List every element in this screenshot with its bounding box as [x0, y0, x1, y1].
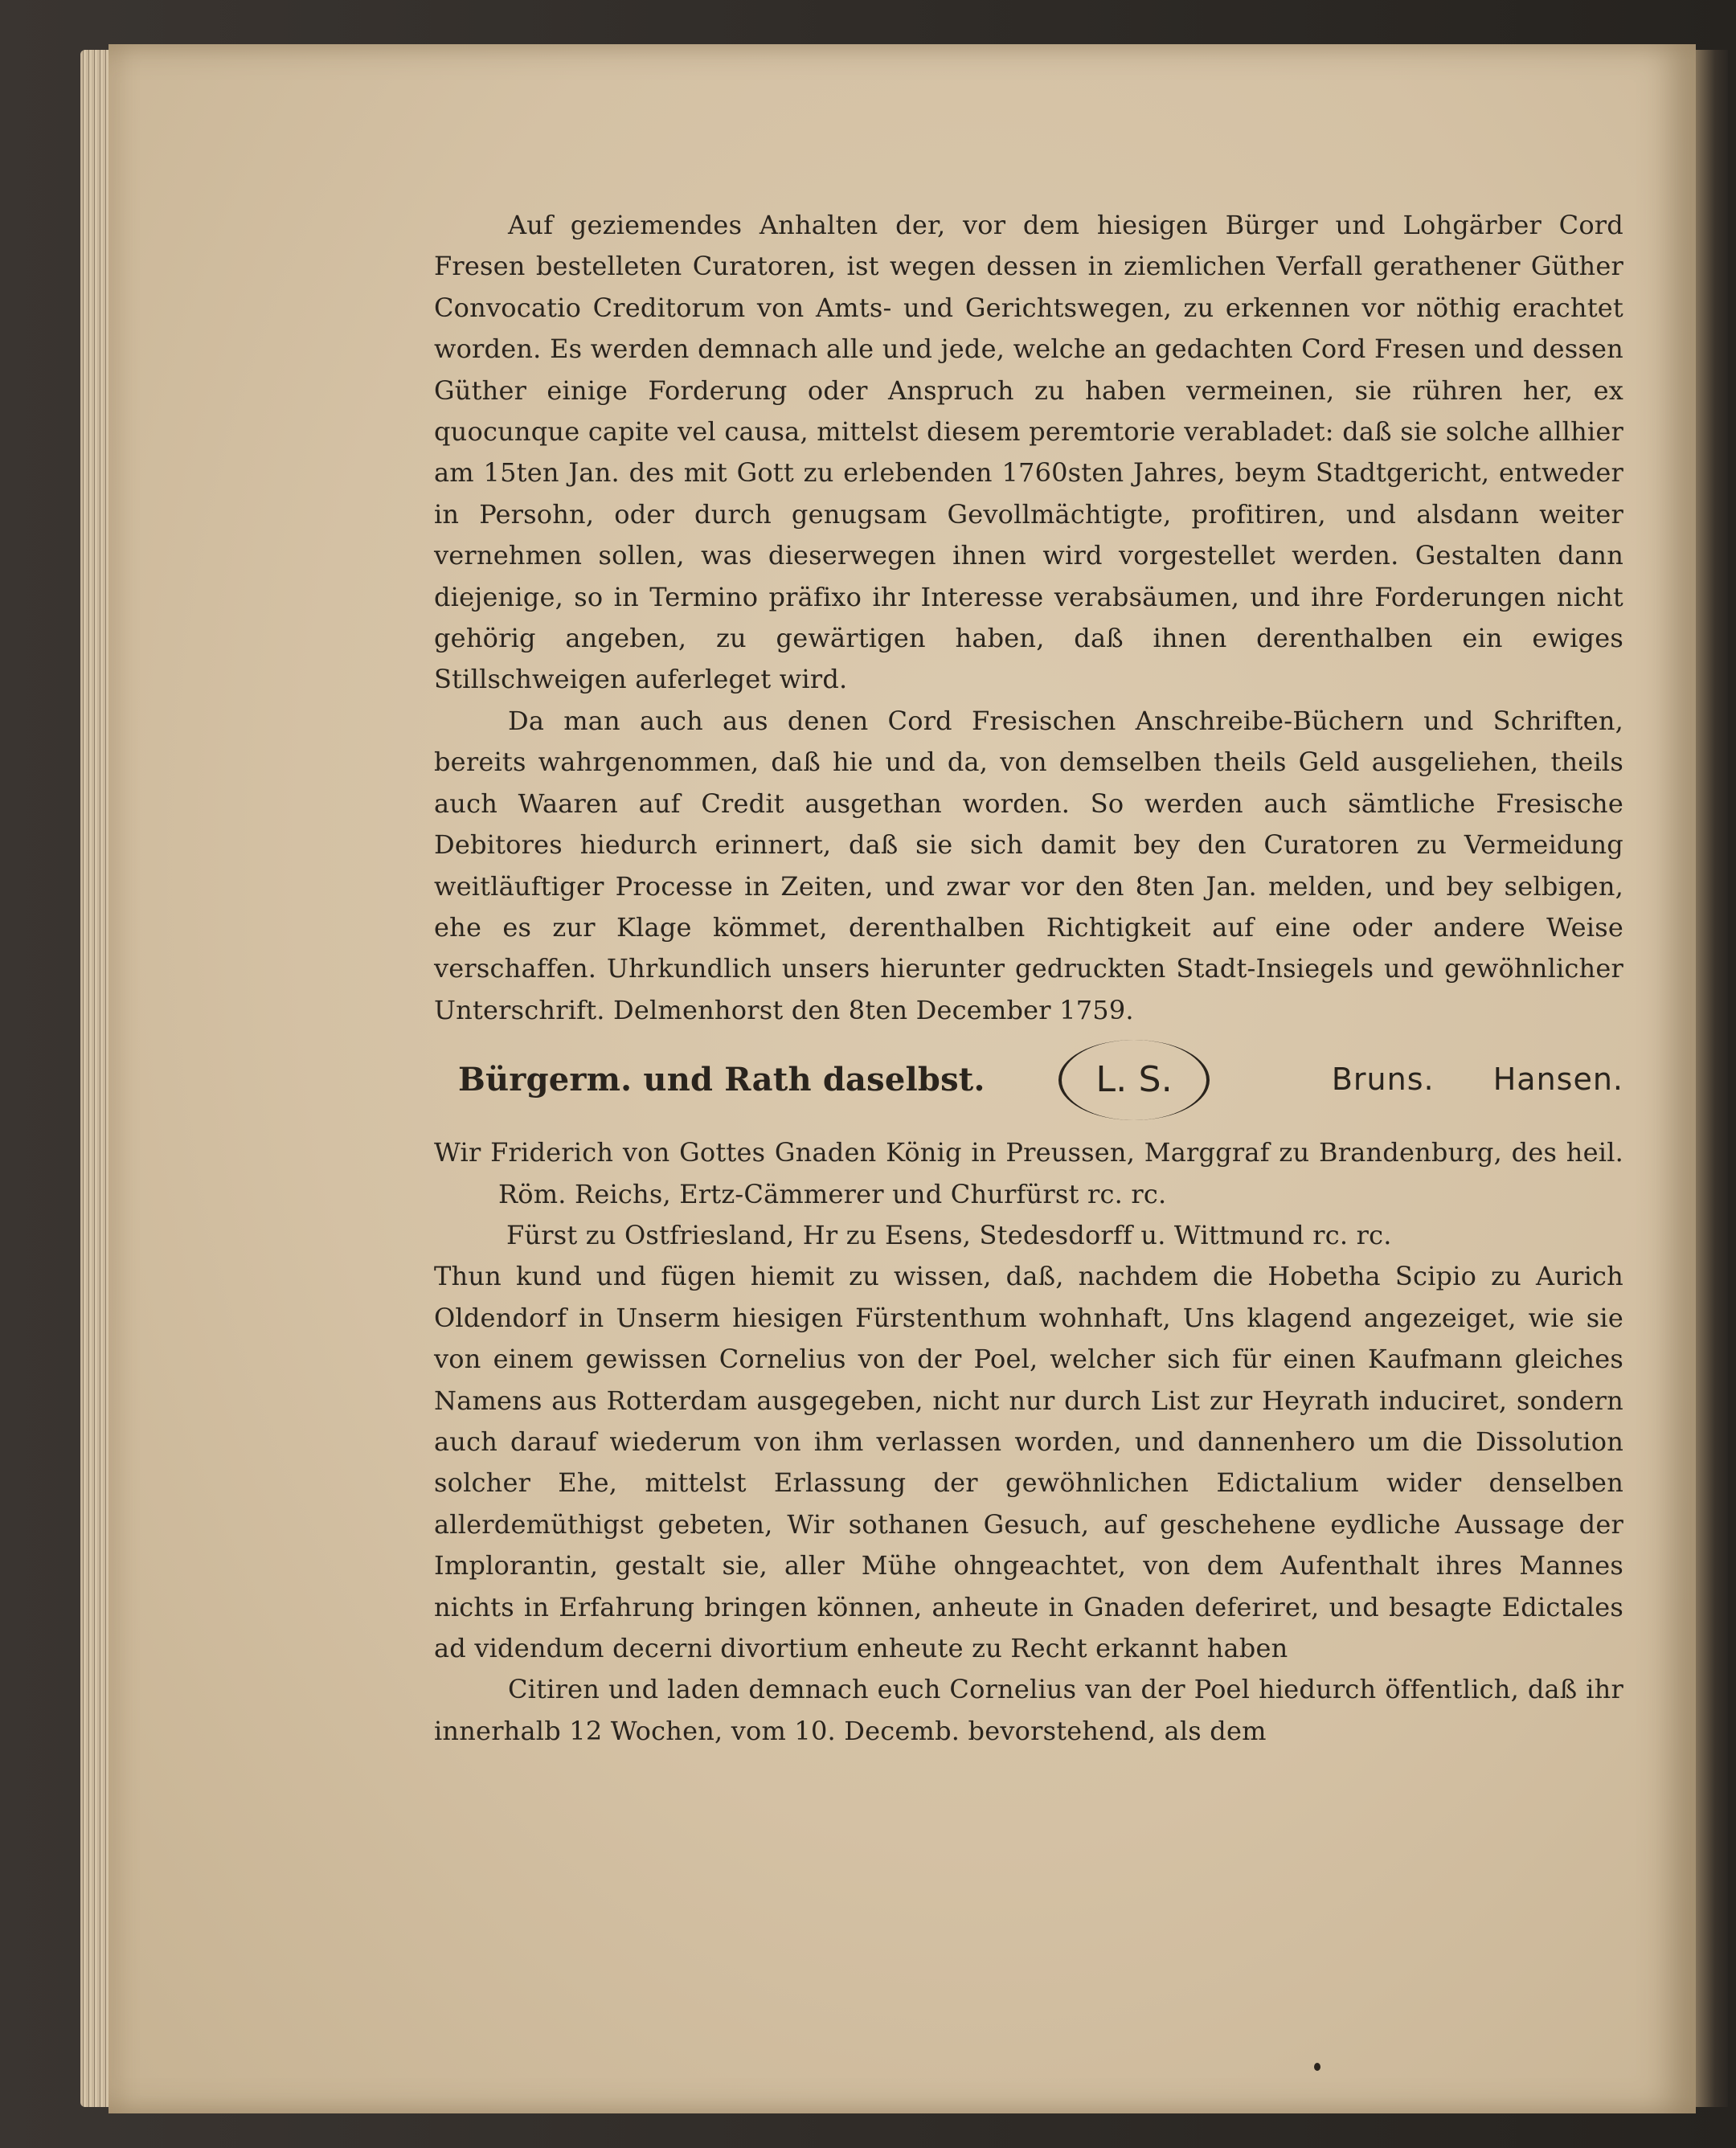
book-gutter	[1696, 50, 1728, 2107]
edict-title: Wir Friderich von Gottes Gnaden König in Preussen, Marggraf zu Brandenburg, des heil. Röm. Reichs, Ertz-Cämmerer und Churfürst rc. rc.	[434, 1137, 1623, 1209]
signatory-names	[1284, 1059, 1623, 1100]
edict-paragraph-citation: Citiren und laden demnach euch Cornelius van der Poel hiedurch öffentlich, daß ihr innerhalb 12 Wochen, vom 10. Decemb. bevorstehend, als dem	[434, 1674, 1623, 1746]
ink-speck	[1314, 2063, 1320, 2071]
edict-paragraph-main: Thun kund und fügen hiemit zu wissen, daß, nachdem die Hobetha Scipio zu Aurich Oldendorf in Unserm hiesigen Fürstenthum wohnhaft, Uns klagend angezeiget, wie sie von einem gewissen Cornelius von der Poel, welcher sich für einen Kaufmann gleiches Namens aus Rotterdam ausgegeben, nicht nur durch List zur Heyrath induciret, sondern auch darauf wiederum von ihm verlassen worden, und dannenhero um die Dissolution solcher Ehe, mittelst Erlassung der gewöhnlichen Edictalium wider denselben allerdemüthigst gebeten, Wir sothanen Gesuch, auf geschehene eydliche Aussage der Implorantin, gestalt sie, aller Mühe ohngeachtet, von dem Aufenthalt ihres Mannes nichts in Erfahrung bringen können, anheute in Gnaden deferiret, und besagte Edictales ad videndum decerni divortium enheute zu Recht erkannt haben	[434, 1261, 1623, 1663]
signatory-hansen: Hansen.	[1492, 1062, 1623, 1098]
signature-row	[434, 1036, 1623, 1124]
seal-mark: L. S.	[1058, 1040, 1210, 1120]
council-signature: Bürgerm. und Rath daselbst.	[458, 1061, 985, 1099]
notice-paragraph-debitors: Da man auch aus denen Cord Fresischen Anschreibe-Büchern und Schriften, bereits wahrgenommen, daß hie und da, von demselben theils Geld ausgeliehen, theils auch Waaren auf Credit ausgethan worden. So werden auch sämtliche Fresische Debitores hiedurch erinnert, daß sie sich damit bey den Curatoren zu Vermeidung weitläuftiger Processe in Zeiten, und zwar vor den 8ten Jan. melden, und bey selbigen, ehe es zur Klage kömmet, derenthalben Richtigkeit auf eine oder andere Weise verschaffen. Uhrkundlich unsers hierunter gedruckten Stadt-Insiegels und gewöhnlicher Unterschrift. Delmenhorst den 8ten December 1759.	[434, 705, 1623, 1025]
book-page-edges	[80, 50, 113, 2107]
page-text	[434, 205, 1623, 1752]
edict-title-continued: Fürst zu Ostfriesland, Hr zu Esens, Stedesdorff u. Wittmund rc. rc.	[506, 1219, 1392, 1250]
notice-paragraph-creditors: Auf geziemendes Anhalten der, vor dem hiesigen Bürger und Lohgärber Cord Fresen bestelleten Curatoren, ist wegen dessen in ziemlichen Verfall gerathener Güther Convocatio Creditorum von Amts- und Gerichtswegen, zu erkennen vor nöthig erachtet worden. Es werden demnach alle und jede, welche an gedachten Cord Fresen und dessen Güther einige Forderung oder Anspruch zu haben vermeinen, sie rühren her, ex quocunque capite vel causa, mittelst diesem peremtorie verabladet: daß sie solche allhier am 15ten Jan. des mit Gott zu erlebenden 1760sten Jahres, beym Stadtgericht, entweder in Persohn, oder durch genugsam Gevollmächtigte, profitiren, und alsdann weiter vernehmen sollen, was dieserwegen ihnen wird vorgestellet werden. Gestalten dann diejenige, so in Termino präfixo ihr Interesse verabsäumen, und ihre Forderungen nicht gehörig angeben, zu gewärtigen haben, daß ihnen derenthalben ein ewiges Stillschweigen auferleget wird.	[434, 210, 1623, 695]
signatory-bruns: Bruns.	[1331, 1062, 1435, 1098]
